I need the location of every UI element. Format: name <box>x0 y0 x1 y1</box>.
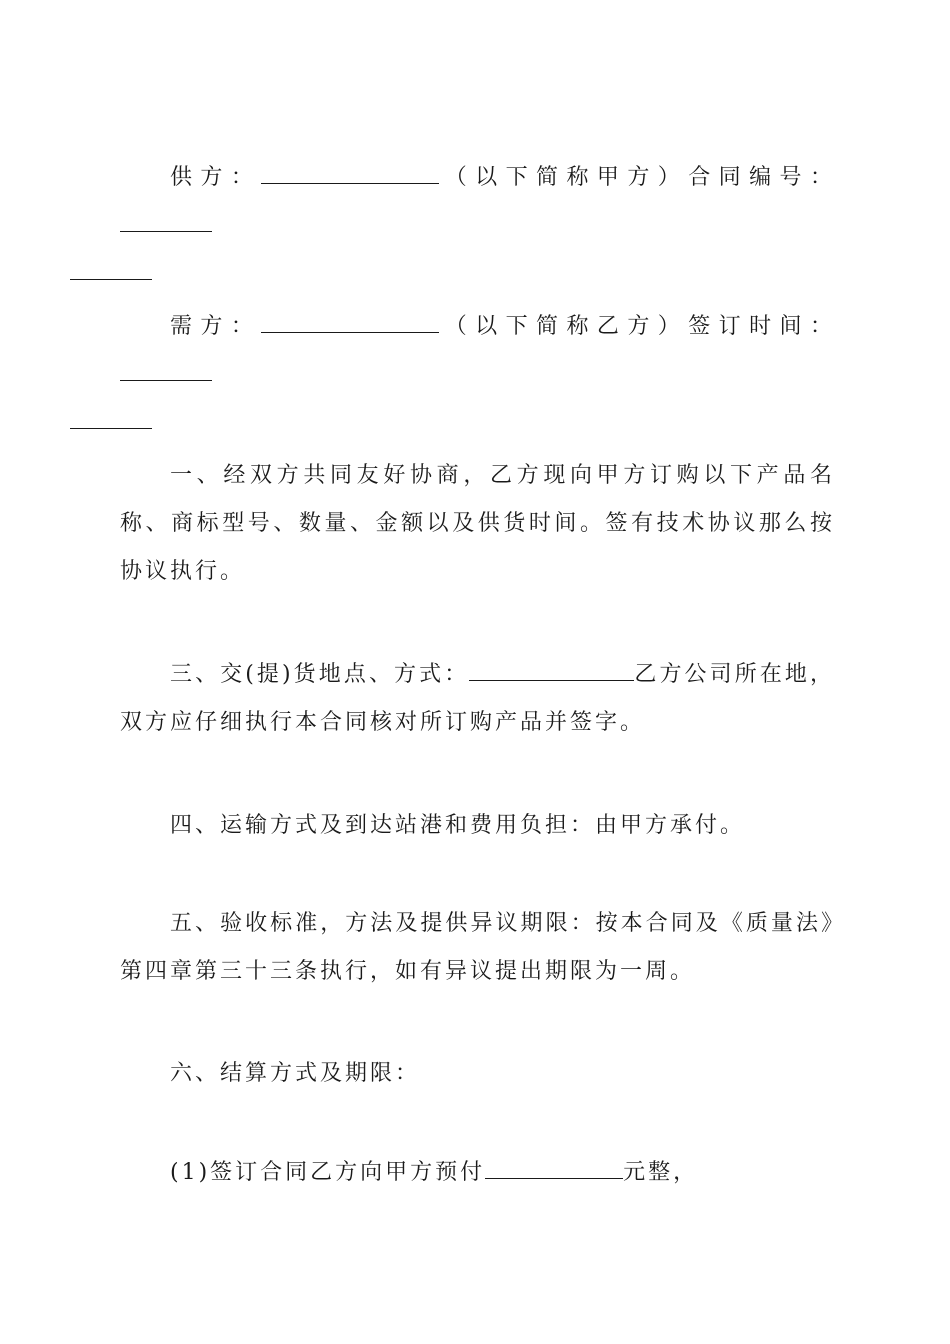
prepayment-blank <box>485 1156 623 1179</box>
buyer-line <box>120 303 835 447</box>
clause-4: 四、运输方式及到达站港和费用负担：由甲方承付。 <box>170 813 746 838</box>
buyer-label: 需方： <box>170 314 262 339</box>
clause-3-text-b: 乙方公司所在地，双方应仔细执行本合同核对所订购产品并签字。 <box>120 662 835 735</box>
clause-3 <box>120 651 835 747</box>
clause-6-1-text-a: (1)签订合同乙方向甲方预付 <box>170 1160 486 1185</box>
sign-time-label: 签订时间： <box>688 314 835 339</box>
clause-1: 一、经双方共同友好协商，乙方现向甲方订购以下产品名称、商标型号、数量、金额以及供货时间。签有技术协议那么按协议执行。 <box>120 463 835 584</box>
clause-5: 五、验收标准，方法及提供异议期限：按本合同及《质量法》第四章第三十三条执行，如有异议提出期限为一周。 <box>120 911 835 984</box>
clause-3-text-a: 三、交(提)货地点、方式： <box>170 662 470 687</box>
contract-no-blank <box>120 209 212 232</box>
clause-6-1-text-b: 元整， <box>623 1160 699 1185</box>
contract-no-label: 合同编号： <box>688 165 835 190</box>
sign-time-blank-continued <box>70 406 152 429</box>
clause-6: 六、结算方式及期限： <box>170 1061 421 1086</box>
supplier-line <box>120 154 835 298</box>
supplier-note: （以下简称甲方） <box>439 165 689 190</box>
clause-6-1 <box>120 1149 835 1197</box>
supplier-blank <box>261 161 439 184</box>
contract-no-blank-continued <box>70 257 152 280</box>
sign-time-blank <box>120 358 212 381</box>
supplier-label: 供方： <box>170 165 262 190</box>
delivery-place-blank <box>469 658 634 681</box>
buyer-blank <box>261 310 439 333</box>
buyer-note: （以下简称乙方） <box>439 314 689 339</box>
